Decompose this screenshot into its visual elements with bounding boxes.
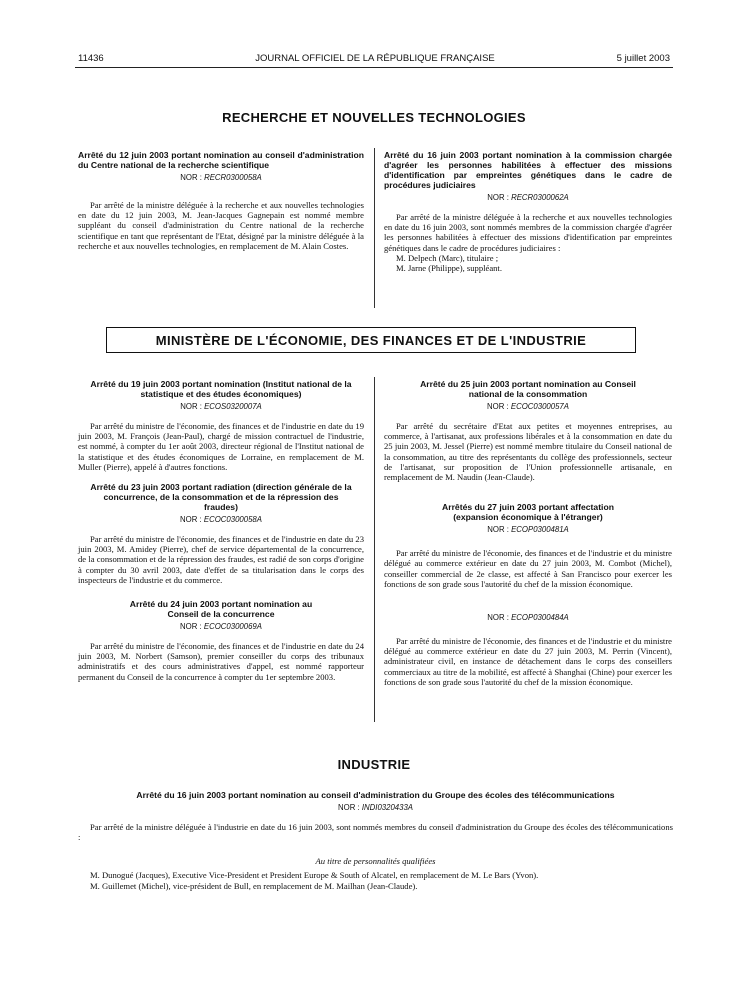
article-insee [78,379,364,472]
nor-code: ECOC0300058A [203,515,262,525]
nor-label: NOR : [487,402,509,411]
appointee-line: M. Guillemet (Michel), vice-président de Bull, en remplacement de M. Mailhan (Jean-Claude). [90,880,418,891]
section-title-industrie: INDUSTRIE [337,757,411,772]
nor-reference [78,402,364,411]
article-recherche-empreintes [384,150,672,273]
article-title: Arrêté du 23 juin 2003 portant radiation (direction générale de la concurrence, de la consommation et de la répression des fraudes) [90,482,352,513]
nor-label: NOR : [338,803,360,812]
nor-code: RECR0300058A [204,173,262,182]
appointee-line: M. Dunogué (Jacques), Executive Vice-President et President Europe & South of Alcatel, en remplacement de M. Le Bars (Yvon). [90,870,539,881]
article-affectation-shanghai [384,613,672,687]
article-title: Arrêté du 16 juin 2003 portant nomination au conseil d'administration du Groupe des écoles des télécommunications [136,790,615,800]
nor-label: NOR : [180,622,202,632]
nor-reference [384,613,672,622]
article-body: Par arrêté de la ministre déléguée à l'industrie en date du 16 juin 2003, sont nommés membres du conseil d'administration du Groupe des écoles des télécommunications : [78,822,673,843]
page-number: 11436 [78,53,104,64]
column-divider [374,377,375,722]
nor-reference [78,622,364,631]
nor-code: ECOP0300481A [511,525,569,535]
economie-left-column [78,379,364,682]
appointee-line: M. Jarne (Philippe), suppléant. [396,263,502,274]
article-recherche-cnrs [78,150,364,251]
issue-date: 5 juillet 2003 [616,53,670,64]
nor-label: NOR : [180,173,202,182]
article-title: Arrêté du 19 juin 2003 portant nomination (Institut national de la statistique et des études économiques) [90,379,352,399]
nor-reference [78,803,673,812]
nor-reference [384,193,672,202]
nor-label: NOR : [487,525,509,535]
article-body: Par arrêté de la ministre déléguée à la recherche et aux nouvelles technologies en date du 12 juin 2003, M. Jean-Jacques Gagnepain est nommé membre suppléant du conseil d'administration du Centre national de la recherche scientifique en tant que représentant de l'Etat, désigné par la ministre déléguée à la recherche et aux nouvelles technologies, en remplacement de M. Alain Costes. [78,200,364,251]
column-divider [374,148,375,308]
article-groupe-ecoles-telecom [78,790,673,891]
article-body: Par arrêté du ministre de l'économie, des finances et de l'industrie et du ministre délégué au commerce extérieur en date du 27 juin 2003, M. Perrin (Vincent), administrateur civil, en instance de détachement dans le corps des conseillers commerciaux au titre de la mobilité, est affecté à Shanghai (Chine) pour exercer les fonctions de son grade sous l'autorité du chef de la mission économique. [384,636,672,687]
nor-code: ECOP0300484A [511,613,569,623]
subheading: Au titre de personnalités qualifiées [315,856,436,867]
nor-label: NOR : [487,193,509,202]
nor-code: ECOC0300057A [510,402,569,411]
nor-label: NOR : [180,515,202,525]
article-dgccrf [78,482,364,585]
nor-reference [384,525,672,534]
nor-label: NOR : [487,613,509,623]
nor-label: NOR : [180,402,202,411]
article-title: Arrêté du 16 juin 2003 portant nomination à la commission chargée d'agréer les personnes habilitées à effectuer des missions d'identification par empreintes génétiques dans le cadre de procédures judiciaires [384,150,672,190]
article-body: Par arrêté du ministre de l'économie, des finances et de l'industrie en date du 23 juin 2003, M. Amidey (Pierre), chef de service départemental de la concurrence, de la consommation et de la répression des fraudes, est radié de son corps d'origine à compter du 30 avril 2003, date d'effet de sa titularisation dans le corps des inspecteurs de l'industrie et du commerce. [78,534,364,585]
journal-title: JOURNAL OFFICIEL DE LA RÉPUBLIQUE FRANÇAISE [255,53,495,64]
nor-code: ECOS0320007A [204,402,262,411]
nor-reference [384,402,672,411]
economie-right-column [384,379,672,687]
article-body: Par arrêté du ministre de l'économie, des finances et de l'industrie en date du 19 juin 2003, M. François (Jean-Paul), chargé de mission contractuel de l'industrie, est nommé, à compter du 1er août 2003, directeur régional de l'Institut national de la statistique et des études économiques de Lorraine, en remplacement de M. Muller (Pierre), appelé à d'autres fonctions. [78,421,364,472]
article-expansion-economique [384,502,672,589]
article-body: Par arrêté de la ministre déléguée à la recherche et aux nouvelles technologies en date du 16 juin 2003, sont nommés membres de la commission chargée d'agréer les personnes habilitées à effectuer des missions d'identification par empreintes génétiques dans le cadre de procédures judiciaires : [384,212,672,253]
article-title: Arrêté du 12 juin 2003 portant nomination au conseil d'administration du Centre national de la recherche scientifique [78,150,364,170]
nor-reference [78,173,364,182]
section-title-recherche: RECHERCHE ET NOUVELLES TECHNOLOGIES [222,110,526,125]
nor-code: RECR0300062A [511,193,569,202]
article-title: Arrêté du 24 juin 2003 portant nomination au Conseil de la concurrence [129,599,313,620]
article-conseil-consommation [384,379,672,482]
section-title-economie: MINISTÈRE DE L'ÉCONOMIE, DES FINANCES ET DE L'INDUSTRIE [106,327,636,353]
article-body: Par arrêté du ministre de l'économie, des finances et de l'industrie en date du 24 juin 2003, M. Norbert (Samson), premier conseiller du corps des tribunaux administratifs et des cours administratives d'appel, est nommé rapporteur permanent du Conseil de la concurrence à compter du 1er septembre 2003. [78,641,364,682]
nor-reference [78,515,364,524]
appointee-line: M. Delpech (Marc), titulaire ; [396,252,499,263]
article-title: Arrêté du 25 juin 2003 portant nomination au Conseil national de la consommation [420,379,636,399]
header-rule [75,67,673,68]
article-title: Arrêtés du 27 juin 2003 portant affectation (expansion économique à l'étranger) [442,502,614,523]
article-body: Par arrêté du secrétaire d'Etat aux petites et moyennes entreprises, au commerce, à l'artisanat, aux professions libérales et à la consommation en date du 25 juin 2003, M. Jessel (Pierre) est nommé membre titulaire du Conseil national de la consommation, au titre des représentants du collège des professionnels, secteur de l'artisanat, sur proposition de l'Union professionnelle artisanale, en remplacement de M. Naudin (Jean-Claude). [384,421,672,483]
article-body: Par arrêté du ministre de l'économie, des finances et de l'industrie et du ministre délégué au commerce extérieur en date du 27 juin 2003, M. Combot (Michel), conseiller commercial de 2e classe, est affecté à San Francisco pour exercer les fonctions de son grade sous l'autorité du chef de la mission économique. [384,548,672,589]
article-conseil-concurrence [78,599,364,682]
nor-code: ECOC0300069A [203,622,262,632]
nor-code: INDI0320433A [361,803,413,812]
